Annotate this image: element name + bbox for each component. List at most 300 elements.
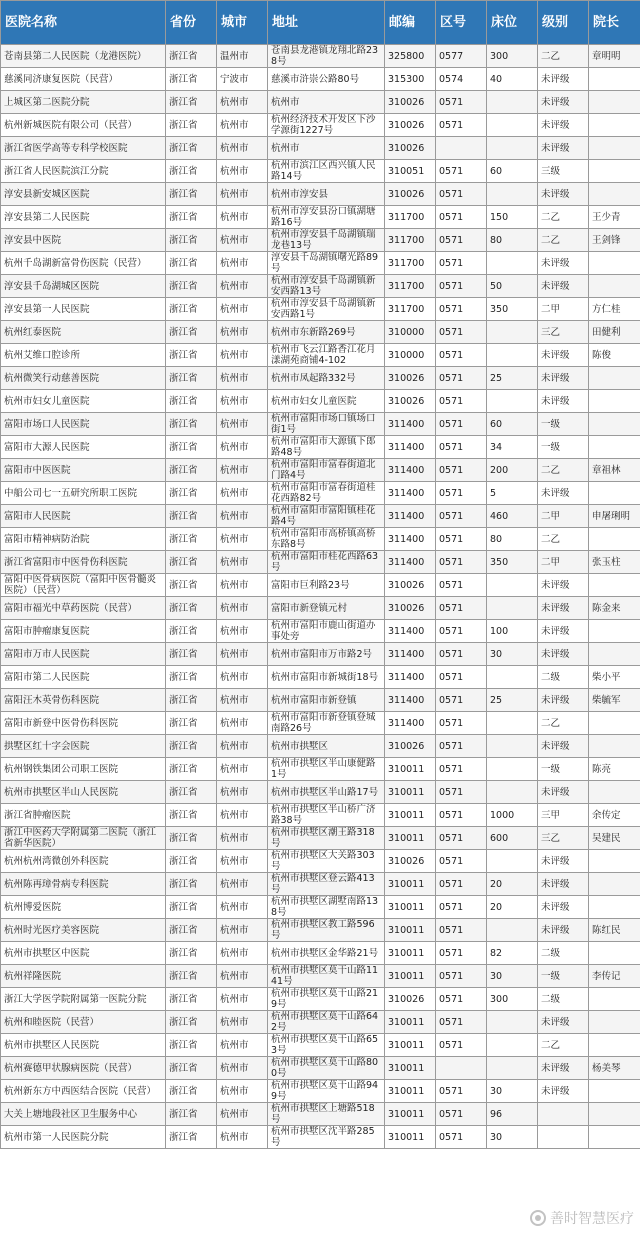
cell-beds: 40 [487,68,538,91]
cell-hospital-name: 杭州新东方中西医结合医院（民营） [1,1080,166,1103]
cell-province: 浙江省 [166,321,217,344]
cell-address: 杭州市淳安县 [268,183,385,206]
cell-address: 杭州市拱墅区半山路17号 [268,781,385,804]
cell-postcode: 310026 [385,574,436,597]
cell-province: 浙江省 [166,896,217,919]
cell-city: 杭州市 [217,620,268,643]
cell-postcode: 310011 [385,896,436,919]
cell-director: 杨美琴 [589,1057,640,1080]
cell-beds: 80 [487,229,538,252]
cell-level: 未评级 [538,68,589,91]
cell-beds: 1000 [487,804,538,827]
cell-area-code: 0571 [436,229,487,252]
header-province: 省份 [166,1,217,45]
cell-address: 杭州市拱墅区大关路303号 [268,850,385,873]
cell-postcode: 310026 [385,988,436,1011]
cell-postcode: 310026 [385,367,436,390]
cell-beds: 20 [487,873,538,896]
cell-postcode: 311400 [385,689,436,712]
table-row [1,643,640,666]
cell-postcode: 311400 [385,528,436,551]
cell-province: 浙江省 [166,942,217,965]
cell-level: 一级 [538,436,589,459]
cell-city: 杭州市 [217,91,268,114]
cell-postcode: 310000 [385,321,436,344]
table-row [1,781,640,804]
cell-address: 杭州经济技术开发区下沙学源街1227号 [268,114,385,137]
cell-address: 杭州市拱墅区上塘路518号 [268,1103,385,1126]
cell-postcode: 310011 [385,781,436,804]
cell-level: 未评级 [538,1011,589,1034]
circle-logo-icon [530,1210,546,1226]
cell-postcode: 310011 [385,873,436,896]
cell-hospital-name: 淳安县千岛湖城区医院 [1,275,166,298]
table-row [1,666,640,689]
cell-hospital-name: 杭州艾维口腔诊所 [1,344,166,367]
cell-area-code: 0571 [436,390,487,413]
cell-level: 二甲 [538,298,589,321]
table-row [1,620,640,643]
table-row [1,275,640,298]
cell-address: 杭州市富阳市高桥镇高桥东路8号 [268,528,385,551]
cell-postcode: 311400 [385,482,436,505]
cell-hospital-name: 中船公司七一五研究所职工医院 [1,482,166,505]
cell-hospital-name: 富阳市精神病防治院 [1,528,166,551]
cell-area-code: 0571 [436,413,487,436]
cell-beds [487,91,538,114]
cell-area-code: 0571 [436,160,487,183]
cell-level: 未评级 [538,689,589,712]
cell-city: 杭州市 [217,1103,268,1126]
cell-level: 二甲 [538,551,589,574]
cell-area-code: 0571 [436,620,487,643]
header-postcode: 邮编 [385,1,436,45]
cell-area-code: 0571 [436,827,487,850]
cell-beds: 60 [487,413,538,436]
cell-director: 章明明 [589,45,640,68]
cell-address: 杭州市淳安县千岛湖镇新安西路13号 [268,275,385,298]
cell-director [589,160,640,183]
cell-beds: 150 [487,206,538,229]
table-row [1,1080,640,1103]
cell-hospital-name: 富阳市肿瘤康复医院 [1,620,166,643]
cell-hospital-name: 杭州红泰医院 [1,321,166,344]
cell-city: 杭州市 [217,827,268,850]
cell-area-code: 0571 [436,298,487,321]
table-row [1,206,640,229]
table-row [1,252,640,275]
cell-beds: 5 [487,482,538,505]
table-row [1,551,640,574]
cell-beds: 25 [487,367,538,390]
cell-director [589,873,640,896]
cell-director [589,850,640,873]
cell-address: 杭州市拱墅区登云路413号 [268,873,385,896]
cell-director: 田健利 [589,321,640,344]
table-row [1,965,640,988]
cell-address: 杭州市富阳市桂花西路63号 [268,551,385,574]
cell-province: 浙江省 [166,689,217,712]
cell-level [538,1103,589,1126]
table-row [1,183,640,206]
cell-city: 杭州市 [217,666,268,689]
cell-level: 未评级 [538,643,589,666]
cell-level: 未评级 [538,574,589,597]
cell-hospital-name: 苍南县第二人民医院（龙港医院） [1,45,166,68]
cell-city: 杭州市 [217,413,268,436]
cell-city: 杭州市 [217,367,268,390]
cell-province: 浙江省 [166,1126,217,1149]
cell-postcode: 311400 [385,620,436,643]
cell-postcode: 311400 [385,505,436,528]
cell-area-code: 0571 [436,804,487,827]
cell-province: 浙江省 [166,482,217,505]
cell-address: 杭州市淳安县汾口镇湖塘路16号 [268,206,385,229]
cell-address: 杭州市拱墅区莫干山路653号 [268,1034,385,1057]
cell-beds [487,735,538,758]
cell-hospital-name: 杭州杭州湾微创外科医院 [1,850,166,873]
header-director: 院长 [589,1,640,45]
cell-address: 杭州市拱墅区莫干山路800号 [268,1057,385,1080]
cell-level: 二乙 [538,459,589,482]
cell-province: 浙江省 [166,413,217,436]
cell-city: 杭州市 [217,459,268,482]
cell-level: 未评级 [538,919,589,942]
table-body [1,45,640,1149]
cell-city: 杭州市 [217,229,268,252]
cell-province: 浙江省 [166,344,217,367]
cell-address: 杭州市拱墅区莫干山路1141号 [268,965,385,988]
cell-director: 柴毓军 [589,689,640,712]
cell-city: 杭州市 [217,344,268,367]
cell-level: 未评级 [538,91,589,114]
cell-province: 浙江省 [166,735,217,758]
cell-city: 杭州市 [217,850,268,873]
cell-beds [487,252,538,275]
header-area-code: 区号 [436,1,487,45]
cell-beds: 30 [487,643,538,666]
cell-director [589,275,640,298]
cell-province: 浙江省 [166,367,217,390]
cell-director: 李传记 [589,965,640,988]
cell-beds [487,137,538,160]
cell-director: 陈亮 [589,758,640,781]
cell-area-code: 0571 [436,666,487,689]
cell-city: 杭州市 [217,298,268,321]
cell-hospital-name: 富阳市福光中草药医院（民营） [1,597,166,620]
table-row [1,298,640,321]
header-city: 城市 [217,1,268,45]
cell-postcode: 311400 [385,459,436,482]
cell-province: 浙江省 [166,1103,217,1126]
cell-level: 未评级 [538,183,589,206]
cell-city: 杭州市 [217,781,268,804]
cell-province: 浙江省 [166,183,217,206]
cell-area-code: 0571 [436,459,487,482]
cell-city: 杭州市 [217,873,268,896]
cell-beds: 60 [487,160,538,183]
cell-postcode: 310011 [385,1103,436,1126]
cell-province: 浙江省 [166,1057,217,1080]
cell-province: 浙江省 [166,551,217,574]
cell-city: 杭州市 [217,597,268,620]
table-row [1,91,640,114]
cell-director: 章祖林 [589,459,640,482]
cell-postcode: 310011 [385,1080,436,1103]
cell-postcode: 310026 [385,850,436,873]
cell-area-code: 0571 [436,1011,487,1034]
table-row [1,919,640,942]
watermark [530,1208,634,1228]
cell-hospital-name: 杭州微笑行动慈善医院 [1,367,166,390]
cell-director [589,1011,640,1034]
cell-city: 温州市 [217,45,268,68]
cell-postcode: 310051 [385,160,436,183]
cell-city: 杭州市 [217,160,268,183]
cell-hospital-name: 上城区第二医院分院 [1,91,166,114]
cell-area-code: 0571 [436,1034,487,1057]
cell-beds [487,1034,538,1057]
cell-area-code: 0577 [436,45,487,68]
cell-director [589,114,640,137]
cell-address: 杭州市滨江区西兴镇人民路14号 [268,160,385,183]
cell-province: 浙江省 [166,436,217,459]
table-row [1,344,640,367]
cell-area-code: 0571 [436,505,487,528]
cell-address: 杭州市富阳市大源镇下郎路48号 [268,436,385,459]
cell-province: 浙江省 [166,229,217,252]
header-hospital-name: 医院名称 [1,1,166,45]
cell-level: 未评级 [538,137,589,160]
cell-director [589,390,640,413]
table-row [1,160,640,183]
cell-postcode: 310026 [385,597,436,620]
cell-postcode: 311700 [385,275,436,298]
table-row [1,68,640,91]
cell-city: 杭州市 [217,436,268,459]
cell-postcode: 311400 [385,666,436,689]
cell-province: 浙江省 [166,574,217,597]
cell-director: 陈俊 [589,344,640,367]
cell-area-code: 0571 [436,896,487,919]
cell-director [589,620,640,643]
cell-address: 杭州市东新路269号 [268,321,385,344]
cell-postcode: 311400 [385,413,436,436]
cell-director [589,68,640,91]
cell-city: 杭州市 [217,988,268,1011]
cell-beds: 350 [487,551,538,574]
cell-address: 杭州市拱墅区教工路596号 [268,919,385,942]
cell-director [589,735,640,758]
cell-level: 二乙 [538,712,589,735]
cell-address: 杭州市淳安县千岛湖镇瑞龙巷13号 [268,229,385,252]
cell-city: 杭州市 [217,482,268,505]
cell-beds: 25 [487,689,538,712]
cell-beds [487,919,538,942]
cell-postcode: 311700 [385,229,436,252]
cell-city: 杭州市 [217,804,268,827]
table-row [1,1057,640,1080]
cell-area-code: 0571 [436,689,487,712]
cell-director [589,91,640,114]
cell-director [589,413,640,436]
cell-beds: 82 [487,942,538,965]
cell-postcode: 310026 [385,183,436,206]
cell-beds [487,183,538,206]
cell-address: 杭州市拱墅区半山康健路1号 [268,758,385,781]
cell-area-code: 0571 [436,367,487,390]
cell-postcode: 311700 [385,298,436,321]
cell-director: 王少青 [589,206,640,229]
cell-hospital-name: 富阳市场口人民医院 [1,413,166,436]
cell-area-code: 0571 [436,321,487,344]
cell-hospital-name: 杭州赛德甲状腺病医院（民营） [1,1057,166,1080]
cell-address: 杭州市淳安县千岛湖镇新安西路1号 [268,298,385,321]
cell-hospital-name: 浙江省富阳市中医骨伤科医院 [1,551,166,574]
cell-beds [487,344,538,367]
cell-hospital-name: 浙江大学医学院附属第一医院分院 [1,988,166,1011]
cell-beds: 460 [487,505,538,528]
cell-area-code: 0571 [436,1080,487,1103]
cell-address: 杭州市拱墅区潮王路318号 [268,827,385,850]
cell-city: 杭州市 [217,896,268,919]
cell-area-code: 0574 [436,68,487,91]
cell-province: 浙江省 [166,298,217,321]
cell-province: 浙江省 [166,873,217,896]
cell-beds: 30 [487,965,538,988]
cell-level: 未评级 [538,390,589,413]
cell-area-code: 0571 [436,643,487,666]
cell-province: 浙江省 [166,206,217,229]
cell-level: 三甲 [538,804,589,827]
cell-director: 柴小平 [589,666,640,689]
cell-postcode: 310000 [385,344,436,367]
cell-province: 浙江省 [166,827,217,850]
cell-director: 吴建民 [589,827,640,850]
cell-province: 浙江省 [166,1011,217,1034]
cell-level: 三级 [538,160,589,183]
cell-address: 杭州市妇女儿童医院 [268,390,385,413]
cell-level: 二甲 [538,505,589,528]
cell-address: 苍南县龙港镇龙翔北路238号 [268,45,385,68]
table-row [1,850,640,873]
cell-city: 宁波市 [217,68,268,91]
cell-level: 二级 [538,942,589,965]
cell-hospital-name: 慈溪同济康复医院（民营） [1,68,166,91]
cell-level: 二乙 [538,206,589,229]
cell-area-code: 0571 [436,873,487,896]
cell-city: 杭州市 [217,689,268,712]
cell-level: 未评级 [538,896,589,919]
cell-hospital-name: 杭州市拱墅区人民医院 [1,1034,166,1057]
cell-hospital-name: 浙江省人民医院滨江分院 [1,160,166,183]
cell-province: 浙江省 [166,850,217,873]
cell-hospital-name: 浙江省肿瘤医院 [1,804,166,827]
cell-city: 杭州市 [217,758,268,781]
cell-postcode: 311400 [385,643,436,666]
cell-province: 浙江省 [166,390,217,413]
table-row [1,1103,640,1126]
cell-area-code: 0571 [436,965,487,988]
cell-beds: 80 [487,528,538,551]
table-row [1,689,640,712]
cell-beds [487,574,538,597]
cell-beds: 200 [487,459,538,482]
cell-postcode: 310011 [385,1126,436,1149]
cell-area-code: 0571 [436,597,487,620]
cell-postcode: 310011 [385,965,436,988]
cell-area-code: 0571 [436,206,487,229]
cell-hospital-name: 浙江省医学高等专科学校医院 [1,137,166,160]
cell-city: 杭州市 [217,1011,268,1034]
cell-area-code [436,137,487,160]
cell-province: 浙江省 [166,137,217,160]
cell-province: 浙江省 [166,781,217,804]
cell-hospital-name: 富阳市新登中医骨伤科医院 [1,712,166,735]
table-row [1,804,640,827]
cell-director [589,643,640,666]
cell-area-code [436,1057,487,1080]
header-address: 地址 [268,1,385,45]
cell-province: 浙江省 [166,45,217,68]
cell-beds: 96 [487,1103,538,1126]
cell-beds: 30 [487,1126,538,1149]
cell-city: 杭州市 [217,965,268,988]
cell-area-code: 0571 [436,988,487,1011]
cell-province: 浙江省 [166,988,217,1011]
cell-hospital-name: 杭州和睦医院（民营） [1,1011,166,1034]
cell-city: 杭州市 [217,183,268,206]
cell-city: 杭州市 [217,206,268,229]
cell-postcode: 310026 [385,114,436,137]
cell-beds: 50 [487,275,538,298]
table-row [1,459,640,482]
cell-beds: 20 [487,896,538,919]
cell-level: 一级 [538,758,589,781]
cell-postcode: 310011 [385,1034,436,1057]
cell-address: 杭州市 [268,91,385,114]
cell-province: 浙江省 [166,597,217,620]
cell-director [589,482,640,505]
cell-level: 未评级 [538,735,589,758]
cell-city: 杭州市 [217,574,268,597]
cell-city: 杭州市 [217,942,268,965]
cell-address: 杭州市富阳市富春街道北门路4号 [268,459,385,482]
cell-postcode: 325800 [385,45,436,68]
cell-area-code: 0571 [436,850,487,873]
cell-area-code: 0571 [436,735,487,758]
cell-area-code: 0571 [436,942,487,965]
cell-director: 张玉柱 [589,551,640,574]
cell-hospital-name: 富阳市大源人民医院 [1,436,166,459]
cell-level: 未评级 [538,850,589,873]
cell-hospital-name: 浙江中医药大学附属第二医院（浙江省新华医院） [1,827,166,850]
cell-postcode: 311400 [385,551,436,574]
cell-address: 杭州市富阳市鹿山街道办事处旁 [268,620,385,643]
cell-level [538,1126,589,1149]
cell-director [589,781,640,804]
cell-city: 杭州市 [217,1034,268,1057]
table-row [1,574,640,597]
cell-beds [487,597,538,620]
cell-beds: 350 [487,298,538,321]
cell-level: 三乙 [538,827,589,850]
cell-beds: 100 [487,620,538,643]
cell-hospital-name: 淳安县新安城区医院 [1,183,166,206]
cell-hospital-name: 淳安县第一人民医院 [1,298,166,321]
cell-address: 淳安县千岛湖镇曙光路89号 [268,252,385,275]
cell-beds: 30 [487,1080,538,1103]
